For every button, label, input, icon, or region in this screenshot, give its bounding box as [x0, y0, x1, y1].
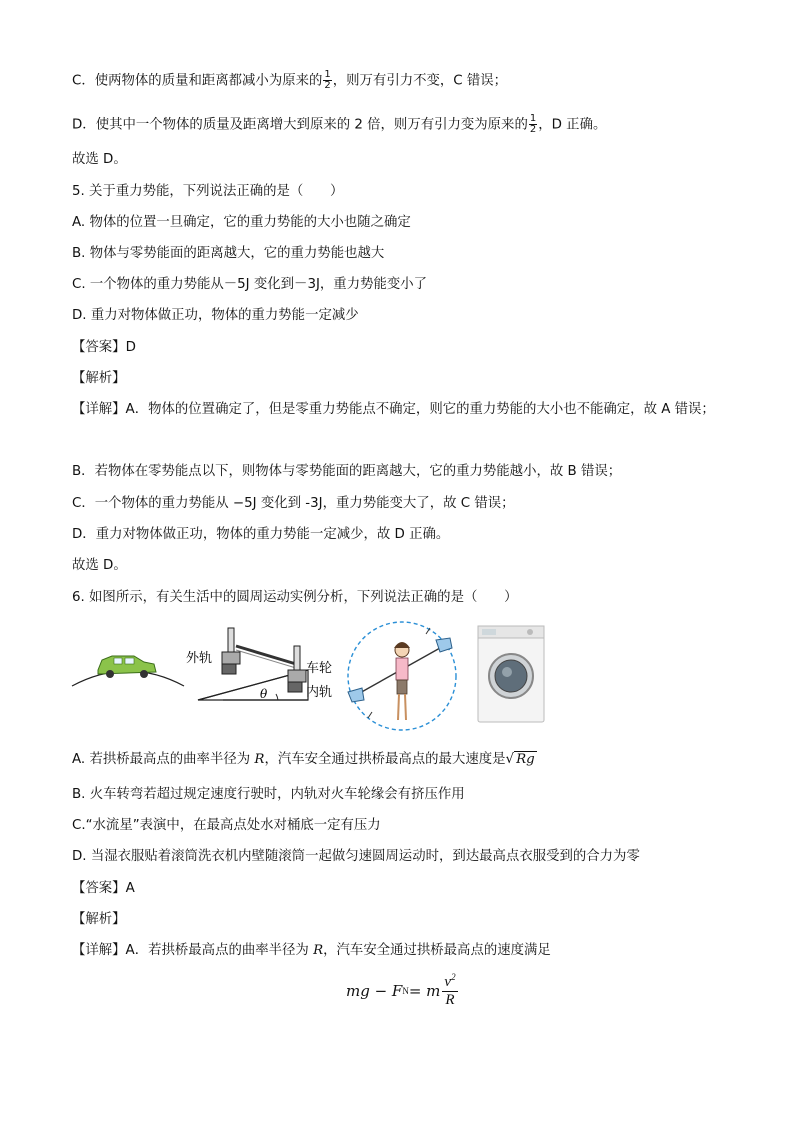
text: ，D 正确。: [538, 117, 607, 133]
q5-option-b: B. 物体与零势能面的距离越大，它的重力势能也越大: [72, 246, 385, 261]
var-R: R: [313, 943, 324, 958]
fraction: [323, 70, 331, 91]
q6-option-d: D. 当湿衣服贴着滚筒洗衣机内壁随滚筒一起做匀速圆周运动时，到达最高点衣服受到的合力为零: [72, 849, 640, 864]
frac-num: 1: [529, 113, 537, 124]
q5-option-c: C. 一个物体的重力势能从－5J 变化到－3J，重力势能变小了: [72, 277, 428, 292]
text: 【详解】A．若拱桥最高点的曲率半径为: [72, 943, 314, 958]
frac-den: 2: [529, 124, 537, 135]
banked-track-icon: [198, 628, 308, 700]
sqrt-Rg: √ Rg: [505, 752, 535, 767]
formula: [346, 972, 458, 1009]
label-inner-rail: 内轨: [306, 685, 333, 700]
q6-option-a: [72, 750, 537, 770]
answer-label: 【答案】: [72, 340, 126, 355]
q5-answer: [72, 338, 136, 358]
formula-sub: N: [402, 985, 409, 996]
q5-stem: 5. 关于重力势能，下列说法正确的是（ ）: [72, 184, 344, 199]
q5-detail-c: C．一个物体的重力势能从 −5J 变化到 -3J，重力势能变大了，故 C 错误；: [72, 496, 515, 511]
prev-option-d: [72, 114, 606, 136]
text: ，汽车安全通过拱桥最高点的速度满足: [323, 943, 551, 958]
q6-option-b: B. 火车转弯若超过规定速度行驶时，内轨对火车轮缘会有挤压作用: [72, 787, 465, 802]
formula-lhs: mg − F: [346, 981, 403, 1000]
q5-detail-a: 【详解】A．物体的位置确定了，但是零重力势能点不确定，则它的重力势能的大小也不能确定，故 A 错误；: [72, 402, 715, 417]
answer-value: D: [125, 340, 136, 355]
sqrt-radicand: Rg: [516, 752, 535, 767]
q6-figure: [68, 616, 558, 736]
q5-choose: 故选 D。: [72, 558, 127, 573]
text: ，则万有引力不变，C 错误；: [332, 73, 508, 89]
var-R: R: [254, 752, 265, 767]
formula-den: R: [445, 992, 455, 1008]
fraction: [529, 114, 537, 135]
text: A. 若拱桥最高点的曲率半径为: [72, 752, 255, 767]
text: ，汽车安全通过拱桥最高点的最大速度是: [264, 752, 506, 767]
answer-label: 【答案】: [72, 881, 126, 896]
q6-stem: 6. 如图所示，有关生活中的圆周运动实例分析，下列说法正确的是（ ）: [72, 590, 518, 605]
text: C．使两物体的质量和距离都减小为原来的: [72, 73, 323, 89]
water-meteor-icon: [348, 622, 456, 730]
washing-machine-icon: [478, 626, 544, 722]
q5-option-a: A. 物体的位置一旦确定，它的重力势能的大小也随之确定: [72, 215, 411, 230]
arch-bridge-car-icon: [72, 656, 184, 686]
label-theta: θ: [260, 687, 268, 701]
q6-detail-a: [72, 941, 551, 961]
formula-fraction: [442, 972, 457, 1009]
prev-option-c: [72, 70, 507, 92]
prev-choose: 故选 D。: [72, 152, 127, 167]
q6-option-c: C.“水流星”表演中，在最高点处水对桶底一定有压力: [72, 818, 381, 833]
label-wheel: 车轮: [306, 661, 333, 676]
formula-v: v: [444, 974, 452, 990]
q6-analysis-label: 【解析】: [72, 912, 126, 927]
frac-num: 1: [324, 69, 331, 80]
q5-option-d: D. 重力对物体做正功，物体的重力势能一定减少: [72, 308, 359, 323]
answer-value: A: [125, 881, 135, 896]
formula-sup: 2: [451, 972, 456, 982]
formula-num: [442, 972, 457, 992]
q5-analysis-label: 【解析】: [72, 371, 126, 386]
label-outer-rail: 外轨: [186, 651, 213, 666]
q5-detail-d: D．重力对物体做正功，物体的重力势能一定减少，故 D 正确。: [72, 527, 450, 542]
q5-detail-b: B．若物体在零势能点以下，则物体与零势能面的距离越大，它的重力势能越小，故 B 错误；: [72, 464, 622, 479]
q6-answer: [72, 879, 135, 899]
frac-den: 2: [324, 80, 331, 91]
text: D．使其中一个物体的质量及距离增大到原来的 2 倍，则万有引力变为原来的: [72, 117, 528, 133]
formula-eq: = m: [408, 981, 441, 1000]
